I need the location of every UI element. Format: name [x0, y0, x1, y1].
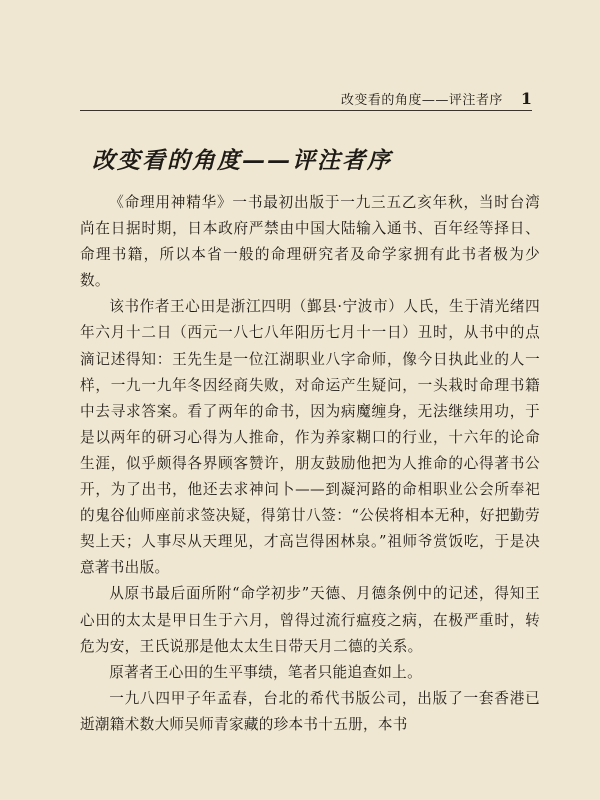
body-text	[80, 190, 540, 738]
running-header-title: 改变看的角度——评注者序	[340, 93, 503, 108]
page-number: 1	[520, 89, 532, 108]
chapter-title: 改变看的角度——评注者序	[92, 147, 392, 174]
paragraph-2: 该书作者王心田是浙江四明（鄞县·宁波市）人氏，生于清光绪四年六月十二日（西元一八七八年阳历七月十一日）丑时，从书中的点滴记述得知：王先生是一位江湖职业八字命师，像今日执此业的人一样，一九一九年冬因经商失败，对命运产生疑问，一头栽时命理书籍中去寻求答案。看了两年的命书，因为病魔缠身，无法继续用功，于是以两年的研习心得为人推命，作为养家糊口的行业，十六年的论命生涯，似乎颇得各界顾客赞许，朋友鼓励他把为人推命的心得著书公开，为了出书，他还去求神问卜——到凝河路的命相职业公会所奉祀的鬼谷仙师座前求签决疑，得第廿八签：“公侯将相本无种，好把勤劳契上天；人事尽从天理见，才高岂得困林泉。”祖师爷赏饭吃，于是决意著书出版。	[80, 298, 540, 577]
header-rule	[80, 110, 532, 111]
paragraph-3: 从原书最后面所附“命学初步”天德、月德条例中的记述，得知王心田的太太是甲日生于六月，曾得过流行瘟疫之病，在极严重时，转危为安，王氏说那是他太太生日带天月二德的关系。	[80, 585, 540, 655]
paragraph-5: 一九八四甲子年孟春，台北的希代书版公司，出版了一套香港已逝潮籍术数大师吴师青家藏的珍本书十五册，本书	[80, 689, 540, 733]
paragraph-4: 原著者王心田的生平事绩，笔者只能追查如上。	[109, 663, 422, 681]
running-header	[80, 86, 532, 108]
paragraph-1: 《命理用神精华》一书最初出版于一九三五乙亥年秋，当时台湾尚在日据时期，日本政府严禁由中国大陆输入通书、百年经等择日、命理书籍，所以本省一般的命理研究者及命学家拥有此书者极为少数。	[80, 194, 540, 290]
